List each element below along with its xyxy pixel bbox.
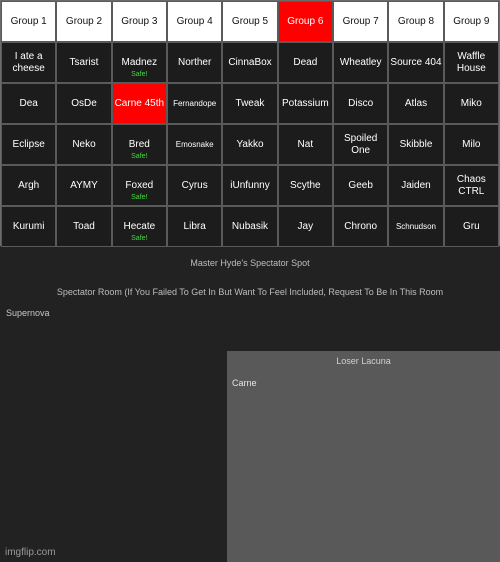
player-name: Milo [462,138,481,150]
player-name: Wheatley [339,56,382,68]
player-cell [56,83,111,124]
player-name: Miko [460,97,482,109]
player-name: Disco [348,97,374,109]
player-name: Argh [18,179,40,191]
player-cell [388,206,443,247]
group-header: Group 1 [1,1,56,42]
player-cell [112,165,167,206]
player-name: AYMY [70,179,98,191]
player-name: Source 404 [390,56,442,68]
player-name: Geeb [348,179,373,191]
safe-badge: Safe! [131,153,148,160]
player-name: Jaiden [401,179,431,191]
group-header: Group 6 [278,1,333,42]
spectator-spot-label: Master Hyde's Spectator Spot [190,258,310,268]
player-name: Gru [462,220,480,232]
player-name: Waffle House [456,50,486,74]
player-name: Madnez [121,56,158,68]
player-cell [444,124,499,165]
group-header: Group 9 [444,1,499,42]
player-cell [1,124,56,165]
group-header: Group 3 [112,1,167,42]
player-cell [112,206,167,247]
player-cell [56,124,111,165]
player-name: Libra [183,220,206,232]
player-cell [222,206,277,247]
group-header: Group 2 [56,1,111,42]
safe-badge: Safe! [131,71,148,78]
player-cell [167,165,222,206]
player-name: Chrono [344,220,378,232]
player-cell [167,206,222,247]
player-cell [222,124,277,165]
player-cell [222,83,277,124]
safe-badge: Safe! [131,194,148,201]
group-header: Group 5 [222,1,277,42]
player-name: iUnfunny [230,179,270,191]
player-cell [167,42,222,83]
player-cell [278,206,333,247]
player-cell [112,83,167,124]
player-name: Neko [72,138,96,150]
player-name: CinnaBox [228,56,272,68]
player-cell [222,42,277,83]
player-name: Chaos CTRL [456,173,486,197]
player-cell [388,165,443,206]
player-name: Atlas [404,97,428,109]
player-cell [112,124,167,165]
player-cell [1,206,56,247]
safe-badge: Safe! [131,235,148,242]
player-name: Skibble [399,138,433,150]
player-name: Bred [128,138,150,150]
player-name: Carne 45th [114,97,165,109]
spectator-room-label: Spectator Room (If You Failed To Get In But Want To Feel Included, Request To Be In This Room [56,287,444,297]
player-cell [56,206,111,247]
player-cell [333,124,388,165]
player-name: Cyrus [181,179,208,191]
player-name: Kurumi [12,220,45,232]
player-cell [222,165,277,206]
player-name: Norther [177,56,212,68]
player-cell [278,83,333,124]
player-name: Dead [293,56,318,68]
player-name: Scythe [290,179,321,191]
player-name: Nubasik [231,220,269,232]
player-name: Foxed [125,179,154,191]
player-cell [388,83,443,124]
player-name: OsDe [71,97,97,109]
player-cell [444,165,499,206]
player-cell [278,42,333,83]
player-cell [1,42,56,83]
loser-lacuna-box [227,351,500,562]
player-cell [278,165,333,206]
player-name: Jay [297,220,314,232]
player-name: Hecate [123,220,156,232]
player-cell [333,42,388,83]
player-name: I ate a cheese [12,50,45,74]
player-name: Schnudson [395,221,436,231]
player-cell [444,206,499,247]
player-name: Spoiled One [343,132,378,156]
player-cell [56,42,111,83]
player-cell [388,124,443,165]
group-header: Group 8 [388,1,443,42]
groups-table [0,0,500,246]
player-cell [333,83,388,124]
player-cell [444,83,499,124]
player-cell [56,165,111,206]
player-name: Fernandope [173,98,217,108]
loser-lacuna-title: Loser Lacuna [336,356,391,366]
player-cell [388,42,443,83]
player-cell [333,165,388,206]
group-header: Group 4 [167,1,222,42]
player-name: Dea [19,97,38,109]
imgflip-watermark: imgflip.com [5,547,56,558]
player-name: Yakko [236,138,264,150]
player-name: Eclipse [12,138,45,150]
player-cell [444,42,499,83]
player-name: Emosnake [175,139,214,149]
player-cell [112,42,167,83]
player-name: Toad [73,220,95,232]
player-cell [1,165,56,206]
player-cell [1,83,56,124]
player-name: Potassium [281,97,329,109]
player-cell [333,206,388,247]
player-name: Nat [297,138,314,150]
group-header: Group 7 [333,1,388,42]
spectator-member: Supernova [6,308,50,318]
player-cell [167,83,222,124]
player-cell [167,124,222,165]
player-name: Tsarist [69,56,99,68]
loser-member: Carne [232,378,257,388]
player-cell [278,124,333,165]
player-name: Tweak [235,97,265,109]
